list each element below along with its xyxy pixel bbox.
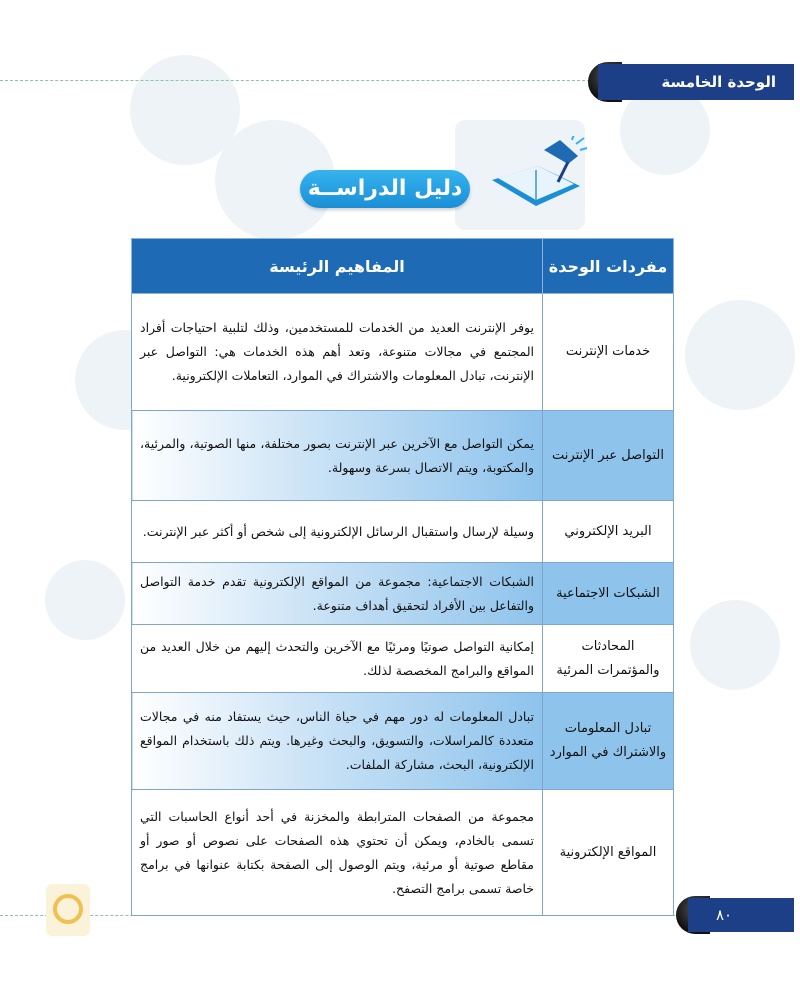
concept-cell: يمكن التواصل مع الآخرين عبر الإنترنت بصور مختلفة، منها الصوتية، والمرئية، والمكتوبة، ويتم الاتصال بسرعة وسهولة. (132, 411, 543, 501)
concept-cell: وسيلة لإرسال واستقبال الرسائل الإلكترونية إلى شخص أو أكثر عبر الإنترنت. (132, 501, 543, 563)
background-circle (690, 600, 780, 690)
table-row (132, 411, 674, 501)
concept-cell: يوفر الإنترنت العديد من الخدمات للمستخدمين، وذلك لتلبية احتياجات أفراد المجتمع في مجالات متنوعة، وتعد أهم هذه الخدمات هي: التواصل عبر الإنترنت، تبادل المعلومات والاشتراك في الموارد، التعاملات الإلكترونية. (132, 294, 543, 411)
publisher-logo-icon (46, 884, 90, 936)
table-row (132, 790, 674, 916)
table-row (132, 501, 674, 563)
term-cell: المحادثات والمؤتمرات المرئية (543, 625, 674, 693)
term-cell: المواقع الإلكترونية (543, 790, 674, 916)
book-lamp-icon (488, 136, 588, 216)
concept-cell: مجموعة من الصفحات المترابطة والمخزنة في أحد أنواع الحاسبات التي تسمى بالخادم، ويمكن أن تحتوي هذه الصفحات على نصوص أو صور أو مقاطع صوتية أو مرئية، ويتم الوصول إلى الصفحة بكتابة عنوانها في برامج خاصة تسمى برامج التصفح. (132, 790, 543, 916)
study-guide-title: دليل الدراســة (300, 170, 470, 208)
term-cell: البريد الإلكتروني (543, 501, 674, 563)
table-row (132, 693, 674, 790)
page-number: ٨٠ (688, 898, 794, 932)
concept-cell: الشبكات الاجتماعية: مجموعة من المواقع الإلكترونية تقدم خدمة التواصل والتفاعل بين الأفراد لتحقيق أهداف متنوعة. (132, 563, 543, 625)
study-guide-table (131, 238, 674, 916)
column-header-terms: مفردات الوحدة (543, 239, 674, 294)
background-circle (685, 300, 795, 410)
background-circle (45, 560, 125, 640)
concept-cell: تبادل المعلومات له دور مهم في حياة الناس، حيث يستفاد منه في مجالات متعددة كالمراسلات، والتسويق، والبحث وغيرها. ويتم ذلك باستخدام المواقع الإلكترونية، البحث، مشاركة الملفات. (132, 693, 543, 790)
table-row (132, 563, 674, 625)
concept-cell: إمكانية التواصل صوتيًا ومرئيًا مع الآخرين والتحدث إليهم من خلال العديد من المواقع والبرامج المخصصة لذلك. (132, 625, 543, 693)
table-row (132, 294, 674, 411)
term-cell: الشبكات الاجتماعية (543, 563, 674, 625)
term-cell: التواصل عبر الإنترنت (543, 411, 674, 501)
top-dashed-line (0, 80, 590, 81)
unit-title: الوحدة الخامسة (598, 64, 794, 100)
term-cell: تبادل المعلومات والاشتراك في الموارد (543, 693, 674, 790)
table-row (132, 625, 674, 693)
term-cell: خدمات الإنترنت (543, 294, 674, 411)
column-header-concepts: المفاهيم الرئيسة (132, 239, 543, 294)
